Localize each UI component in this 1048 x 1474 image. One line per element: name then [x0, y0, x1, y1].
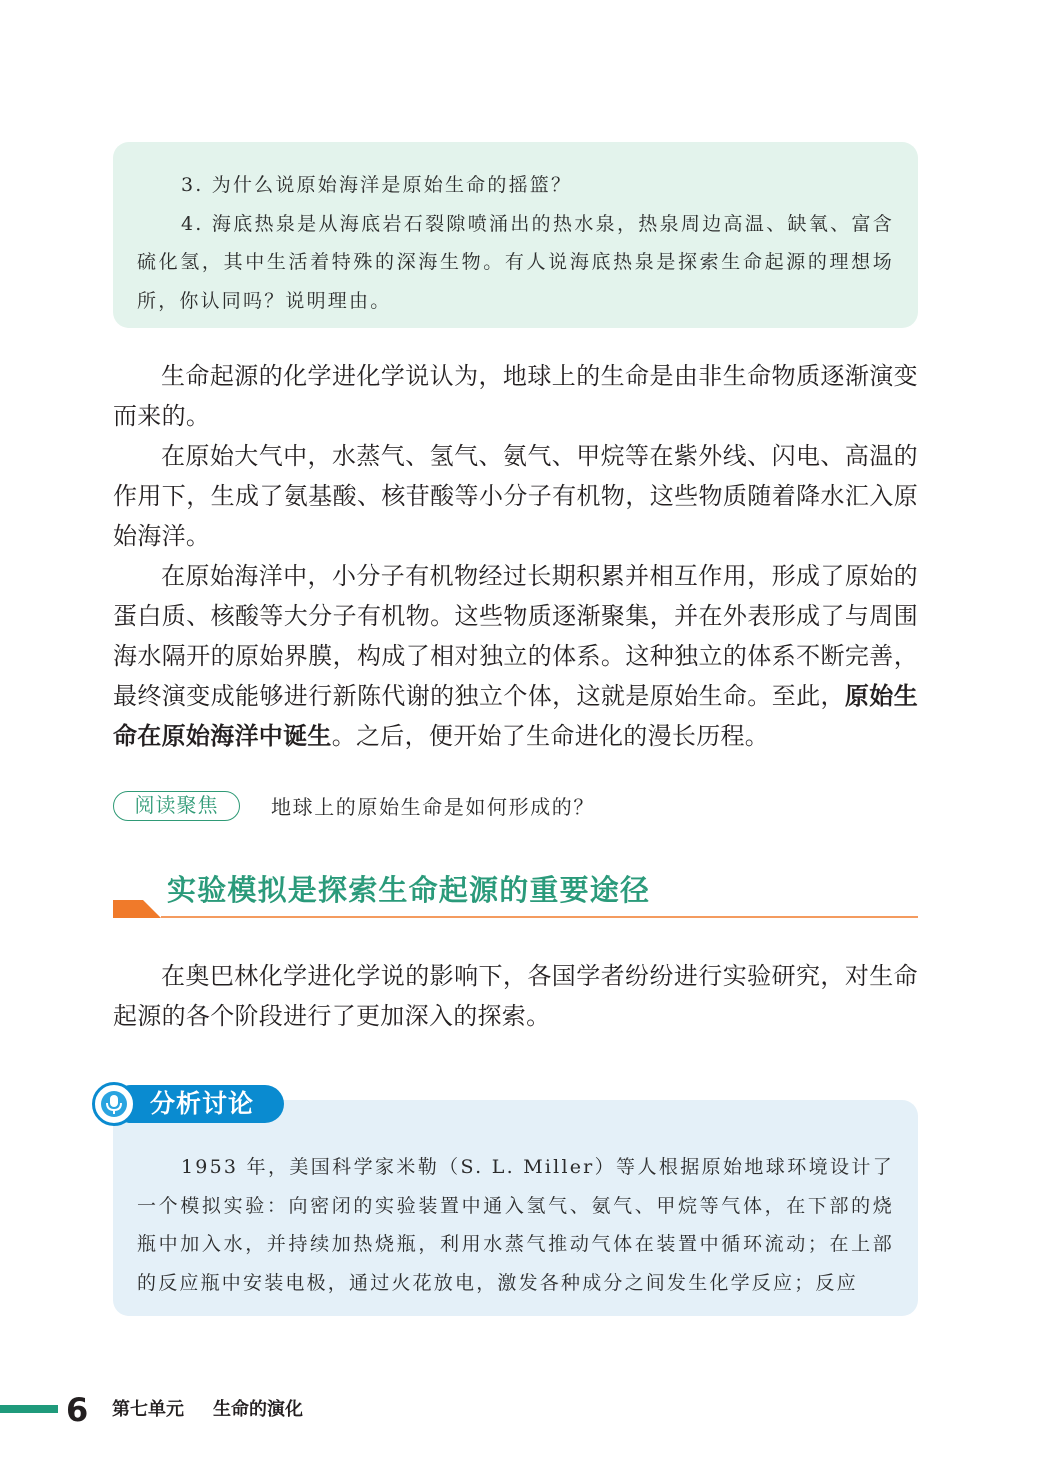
page-footer — [0, 1388, 1048, 1432]
section-heading — [113, 862, 918, 920]
microphone-icon — [92, 1082, 136, 1126]
page-number: 6 — [66, 1391, 89, 1429]
section-intro — [113, 956, 918, 1036]
paragraph-3-end: 。之后，便开始了生命进化的漫长历程。 — [331, 722, 770, 750]
paragraph-3 — [113, 556, 918, 756]
footer-bar — [0, 1405, 58, 1413]
discussion-text: 1953 年，美国科学家米勒（S. L. Miller）等人根据原始地球环境设计了一个模拟实验：向密闭的实验装置中通入氢气、氨气、甲烷等气体，在下部的烧瓶中加入水，并持续加热烧瓶，利用水蒸气推动气体在装置中循环流动；在上部的反应瓶中安装电极，通过火花放电，激发各种成分之间发生化学反应；反应 — [137, 1156, 894, 1294]
thinking-questions-box — [113, 142, 918, 328]
main-text — [113, 356, 918, 756]
reading-focus-badge: 阅读聚焦 — [113, 791, 240, 821]
paragraph-3-start: 在原始海洋中，小分子有机物经过长期积累并相互作用，形成了原始的蛋白质、核酸等大分子有机物。这些物质逐渐聚集，并在外表形成了与周围海水隔开的原始界膜，构成了相对独立的体系。这种独立的体系不断完善，最终演变成能够进行新陈代谢的独立个体，这就是原始生命。至此， — [113, 562, 918, 710]
discussion-title: 分析讨论 — [150, 1089, 255, 1118]
discussion-box — [113, 1100, 918, 1316]
footer-chapter: 生命的演化 — [213, 1399, 303, 1420]
section-title: 实验模拟是探索生命起源的重要途径 — [167, 873, 651, 907]
section-intro-text: 在奥巴林化学进化学说的影响下，各国学者纷纷进行实验研究，对生命起源的各个阶段进行了更加深入的探索。 — [113, 962, 918, 1030]
paragraph-2: 在原始大气中，水蒸气、氢气、氨气、甲烷等在紫外线、闪电、高温的作用下，生成了氨基酸、核苷酸等小分子有机物，这些物质随着降水汇入原始海洋。 — [113, 442, 918, 550]
discussion-badge — [92, 1082, 284, 1126]
paragraph-3-emphasis: 原始生命在原始海洋中诞生 — [113, 682, 918, 750]
reading-focus-question: 地球上的原始生命是如何形成的？ — [271, 795, 595, 819]
footer-unit: 第七单元 — [112, 1399, 184, 1420]
question-4: 4. 海底热泉是从海底岩石裂隙喷涌出的热水泉，热泉周边高温、缺氧、富含硫化氢，其中生活着特殊的深海生物。有人说海底热泉是探索生命起源的理想场所，你认同吗？说明理由。 — [137, 212, 894, 312]
question-3: 3. 为什么说原始海洋是原始生命的摇篮？ — [181, 174, 573, 196]
reading-focus — [113, 790, 918, 824]
paragraph-1: 生命起源的化学进化学说认为，地球上的生命是由非生命物质逐渐演变而来的。 — [113, 362, 918, 430]
